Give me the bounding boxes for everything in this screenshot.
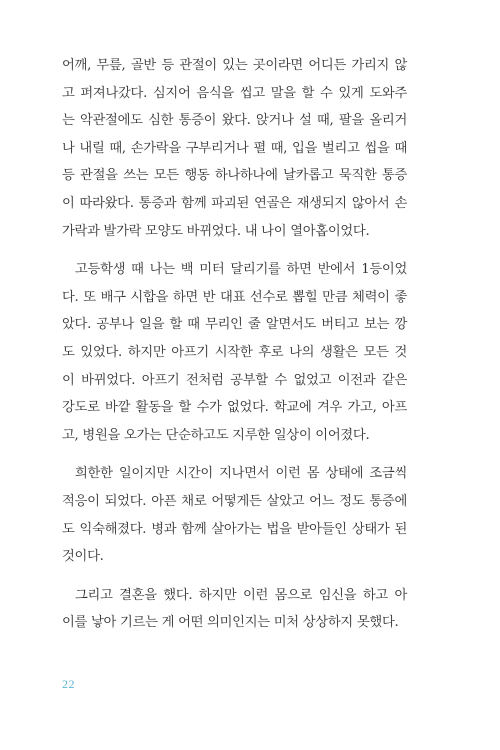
paragraph-3-line-1: 희한한 일이지만 시간이 지나면서 이런 몸 상태에 조금씩: [75, 466, 407, 482]
paragraph-4-line-1: 그리고 결혼을 했다. 하지만 이런 몸으로 임신을 하고 아: [75, 587, 407, 603]
paragraph-1-line-7: 가락과 발가락 모양도 바뀌었다. 내 나이 열아홉이었다.: [62, 223, 370, 239]
paragraph-1-line-2: 고 퍼져나갔다. 심지어 음식을 씹고 말을 할 수 있게 도와주: [62, 85, 407, 101]
paragraph-2-line-7: 고, 병원을 오가는 단순하고도 지루한 일상이 이어졌다.: [62, 427, 370, 443]
paragraph-2: [62, 256, 407, 449]
paragraph-2-line-6: 강도로 바깥 활동을 할 수가 없었다. 학교에 겨우 가고, 아프: [62, 400, 407, 416]
paragraph-1-line-1: 어깨, 무릎, 골반 등 관절이 있는 곳이라면 어디든 가리지 않: [62, 58, 407, 73]
paragraph-2-line-1: 고등학생 때 나는 백 미터 달리기를 하면 반에서 1등이었: [75, 262, 407, 278]
paragraph-1-line-6: 이 따라왔다. 통증과 함께 파괴된 연골은 재생되지 않아서 손: [62, 195, 407, 211]
paragraph-4: [62, 582, 407, 637]
book-page-body: [62, 52, 407, 648]
paragraph-1-line-4: 나 내릴 때, 손가락을 구부리거나 펼 때, 입을 벌리고 씹을 때: [62, 140, 407, 156]
paragraph-3-line-4: 것이다.: [62, 549, 104, 565]
paragraph-2-line-3: 았다. 공부나 일을 할 때 무리인 줄 알면서도 버티고 보는 깡: [62, 317, 407, 333]
page-number: 22: [62, 677, 75, 691]
paragraph-2-line-2: 다. 또 배구 시합을 하면 반 대표 선수로 뽑힐 만큼 체력이 좋: [62, 289, 407, 305]
paragraph-1-line-5: 등 관절을 쓰는 모든 행동 하나하나에 날카롭고 묵직한 통증: [62, 168, 407, 184]
paragraph-1: [62, 52, 407, 245]
paragraph-3-line-3: 도 익숙해졌다. 병과 함께 살아가는 법을 받아들인 상태가 된: [62, 521, 407, 537]
paragraph-2-line-4: 도 있었다. 하지만 아프기 시작한 후로 나의 생활은 모든 것: [62, 344, 407, 360]
paragraph-4-line-2: 이를 낳아 기르는 게 어떤 의미인지는 미처 상상하지 못했다.: [62, 615, 399, 631]
paragraph-2-line-5: 이 바뀌었다. 아프기 전처럼 공부할 수 없었고 이전과 같은: [62, 372, 407, 388]
paragraph-3: [62, 460, 407, 570]
paragraph-1-line-3: 는 악관절에도 심한 통증이 왔다. 앉거나 설 때, 팔을 올리거: [62, 113, 407, 129]
paragraph-3-line-2: 적응이 되었다. 아픈 채로 어떻게든 살았고 어느 정도 통증에: [62, 493, 407, 509]
